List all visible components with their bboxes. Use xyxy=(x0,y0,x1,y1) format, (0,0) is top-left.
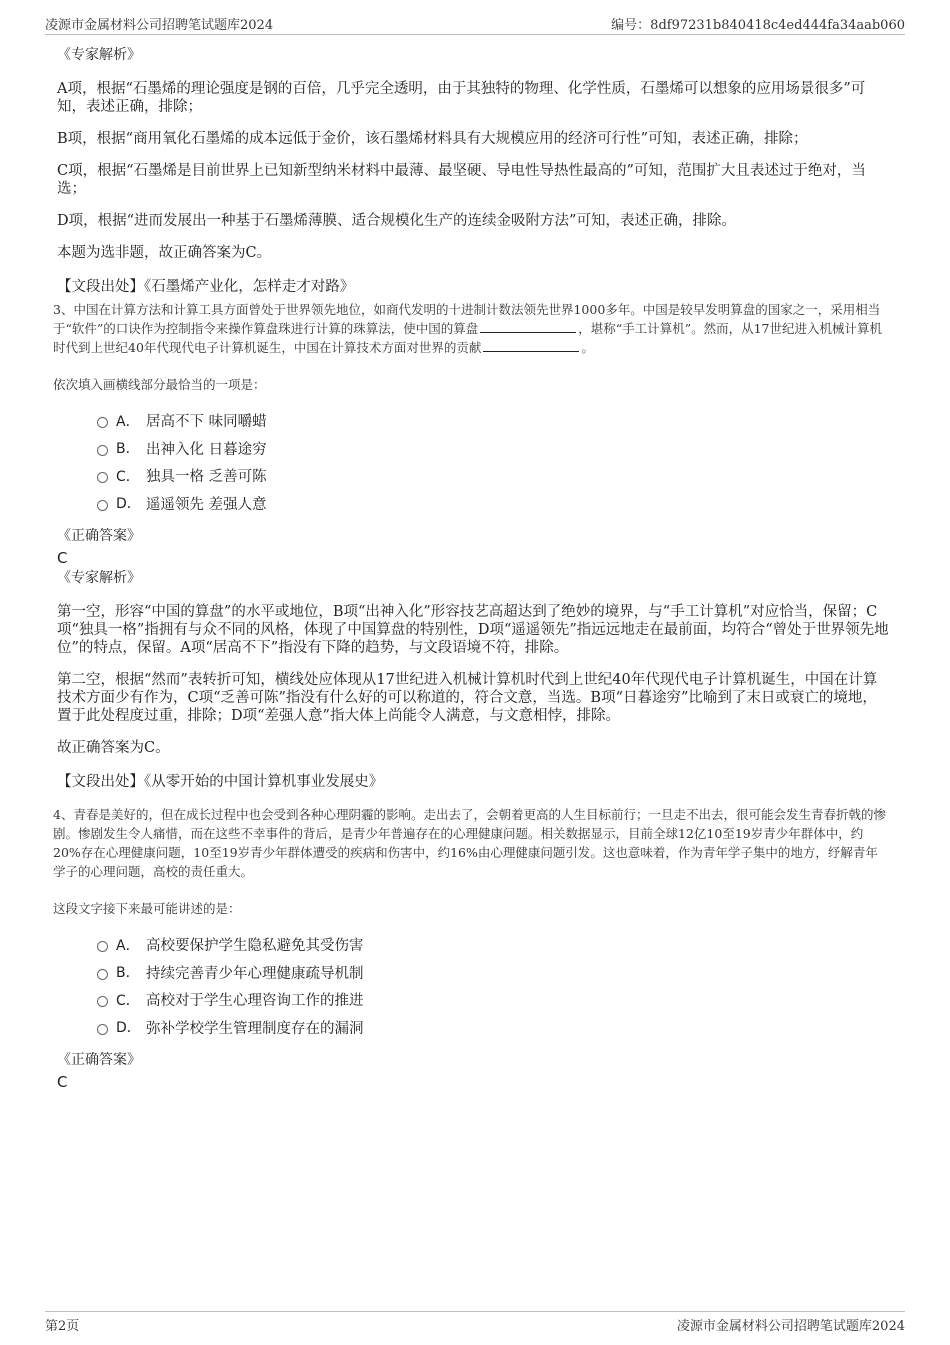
q3-blank-1 xyxy=(480,320,576,333)
q4-option-c[interactable] xyxy=(97,986,890,1014)
option-letter: D． xyxy=(116,496,141,513)
radio-icon[interactable] xyxy=(97,472,108,483)
option-letter: C． xyxy=(116,992,140,1009)
radio-icon[interactable] xyxy=(97,996,108,1007)
option-text: 弥补学校学生管理制度存在的漏洞 xyxy=(146,1020,364,1037)
q3-answer-label: 《正确答案》 xyxy=(57,528,141,544)
q3-stem xyxy=(53,300,890,357)
q4-option-a[interactable] xyxy=(97,931,890,959)
page-footer xyxy=(45,1311,905,1334)
option-text: 高校对于学生心理咨询工作的推进 xyxy=(146,993,364,1010)
option-letter: D． xyxy=(116,1020,141,1037)
q3-analysis-label: 《专家解析》 xyxy=(57,570,141,586)
q3-stem-part-b: ，堪称“手工计算机”。然而，从17世纪进入机械计算机时代到上世纪40年代现代电子计算机诞生，中国在计算技术方面对世界的贡献 xyxy=(53,321,882,355)
option-text: 持续完善青少年心理健康疏导机制 xyxy=(146,965,364,982)
option-text: 出神入化 日暮途穷 xyxy=(146,441,267,458)
radio-icon[interactable] xyxy=(97,417,108,428)
q2-conclusion: 本题为选非题，故正确答案为C。 xyxy=(57,245,272,261)
header-title: 凌源市金属材料公司招聘笔试题库2024 xyxy=(45,18,274,33)
q2-analysis-label: 《专家解析》 xyxy=(57,47,141,63)
page-content xyxy=(55,46,890,1093)
q2-analysis-para-d: D项，根据“进而发展出一种基于石墨烯薄膜、适合规模化生产的连续金吸附方法”可知，表述正确，排除。 xyxy=(57,213,736,229)
option-letter: A． xyxy=(116,937,140,954)
option-letter: A． xyxy=(116,413,140,430)
footer-title: 凌源市金属材料公司招聘笔试题库2024 xyxy=(676,1319,905,1334)
q2-analysis-para-b: B项，根据“商用氧化石墨烯的成本远低于金价，该石墨烯材料具有大规模应用的经济可行性”可知，表述正确，排除； xyxy=(57,131,808,147)
q3-answer: C xyxy=(57,549,68,567)
q3-conclusion: 故正确答案为C。 xyxy=(57,740,170,756)
q3-analysis-para-1: 第一空，形容“中国的算盘”的水平或地位，B项“出神入化”形容技艺高超达到了绝妙的境界，与“手工计算机”对应恰当，保留；C项“独具一格”指拥有与众不同的风格，体现了中国算盘的特别性，D项“遥遥领先”指远远地走在最前面，均符合“曾处于世界领先地位”的特点，保留。A项“居高不下”指没有下降的趋势，与文段语境不符，排除。 xyxy=(57,604,889,656)
radio-icon[interactable] xyxy=(97,500,108,511)
q3-source: 【文段出处】《从零开始的中国计算机事业发展史》 xyxy=(57,774,384,790)
option-text: 高校要保护学生隐私避免其受伤害 xyxy=(146,938,364,955)
q2-analysis-para-c: C项，根据“石墨烯是目前世界上已知新型纳米材料中最薄、最坚硬、导电性导热性最高的”可知，范围扩大且表述过于绝对，当选； xyxy=(57,163,866,197)
q3-blank-2 xyxy=(483,339,579,352)
option-text: 遥遥领先 差强人意 xyxy=(146,496,267,513)
page-header xyxy=(45,14,905,35)
q3-options xyxy=(97,407,890,517)
q3-option-a[interactable] xyxy=(97,407,890,435)
footer-page-number: 第2页 xyxy=(45,1319,80,1334)
q4-stem: 4、青春是美好的，但在成长过程中也会受到各种心理阴霾的影响。走出去了，会朝着更高的人生目标前行；一旦走不出去，很可能会发生青春折戟的惨剧。惨剧发生令人痛惜，而在这些不幸事件的背后，是青少年普遍存在的心理健康问题。相关数据显示，目前全球12亿10至19岁青少年群体中，约20%存在心理健康问题，10至19岁青少年群体遭受的疾病和伤害中，约16%由心理健康问题引发。这也意味着，作为青年学子集中的地方，纾解青年学子的心理问题，高校的责任重大。 xyxy=(53,807,886,879)
q4-answer-label: 《正确答案》 xyxy=(57,1052,141,1068)
q3-stem-part-c: 。 xyxy=(581,340,594,355)
radio-icon[interactable] xyxy=(97,969,108,980)
q2-source: 【文段出处】《石墨烯产业化，怎样走才对路》 xyxy=(57,279,355,295)
option-letter: B． xyxy=(116,441,140,458)
option-text: 居高不下 味同嚼蜡 xyxy=(146,414,267,431)
q3-option-d[interactable] xyxy=(97,490,890,518)
q2-analysis-para-a: A项，根据“石墨烯的理论强度是钢的百倍，几乎完全透明，由于其独特的物理、化学性质，石墨烯可以想象的应用场景很多”可知，表述正确，排除； xyxy=(57,81,866,115)
radio-icon[interactable] xyxy=(97,1024,108,1035)
q4-answer: C xyxy=(57,1073,68,1091)
q4-prompt: 这段文字接下来最可能讲述的是： xyxy=(53,901,241,916)
option-letter: C． xyxy=(116,468,140,485)
q3-analysis-para-2: 第二空，根据“然而”表转折可知，横线处应体现从17世纪进入机械计算机时代到上世纪40年代现代电子计算机诞生，中国在计算技术方面少有作为，C项“乏善可陈”指没有什么好的可以称道的，符合文意，当选。B项“日暮途穷”比喻到了末日或衰亡的境地，置于此处程度过重，排除；D项“差强人意”指大体上尚能令人满意，与文意相悖，排除。 xyxy=(57,672,878,724)
q4-options xyxy=(97,931,890,1041)
q3-stem-part-a: 3、中国在计算方法和计算工具方面曾处于世界领先地位，如商代发明的十进制计数法领先世界1000多年。中国是较早发明算盘的国家之一，采用相当于“软件”的口诀作为控制指令来操作算盘珠进行计算的珠算法，使中国的算盘 xyxy=(53,302,881,336)
q3-option-b[interactable] xyxy=(97,435,890,463)
radio-icon[interactable] xyxy=(97,445,108,456)
option-letter: B． xyxy=(116,965,140,982)
header-doc-id: 编号：8df97231b840418c4ed444fa34aab060 xyxy=(611,18,905,33)
q4-option-d[interactable] xyxy=(97,1014,890,1042)
q3-option-c[interactable] xyxy=(97,462,890,490)
option-text: 独具一格 乏善可陈 xyxy=(146,469,267,486)
radio-icon[interactable] xyxy=(97,941,108,952)
q3-prompt: 依次填入画横线部分最恰当的一项是： xyxy=(53,377,266,392)
q4-option-b[interactable] xyxy=(97,959,890,987)
